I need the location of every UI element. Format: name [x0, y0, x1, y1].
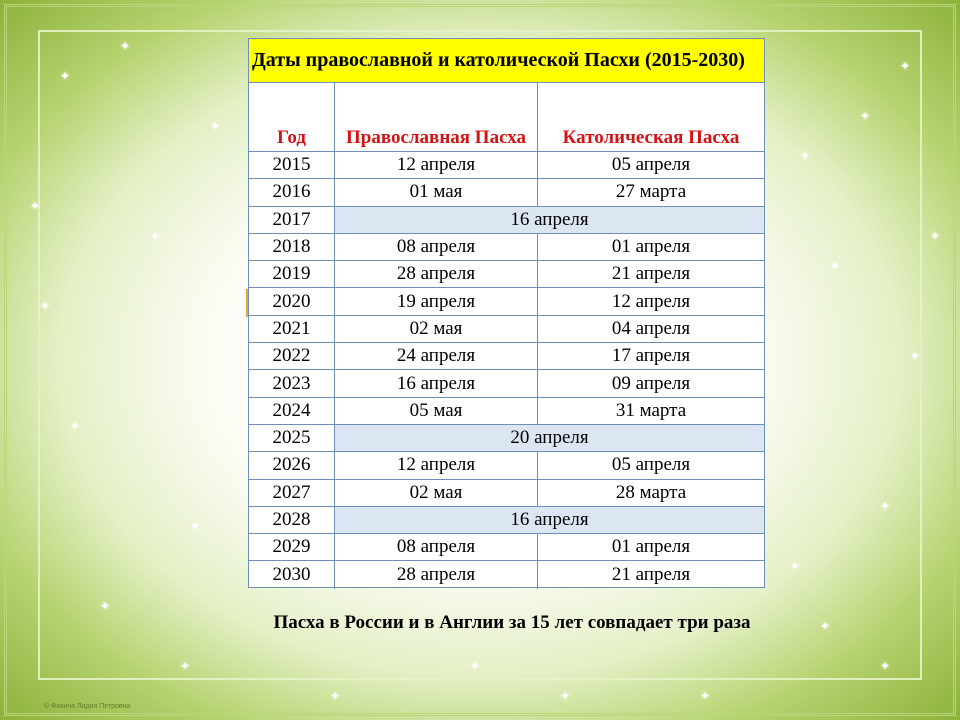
table-body — [249, 152, 764, 589]
cell-catholic-date: 21 апреля — [611, 564, 691, 586]
cell-year: 2015 — [249, 152, 335, 178]
cell-year: 2018 — [249, 234, 335, 260]
cell-catholic-date: 21 апреля — [611, 263, 691, 285]
cell-orthodox-date: 28 апреля — [335, 561, 538, 588]
easter-dates-table — [248, 38, 765, 588]
cell-orthodox-date: 28 апреля — [335, 261, 538, 287]
cell-year: 2024 — [249, 398, 335, 424]
table-row — [249, 179, 764, 206]
cell-catholic-date: 05 апреля — [611, 454, 691, 476]
sparkle-icon: ✦ — [880, 659, 891, 673]
cell-catholic-date: 17 апреля — [611, 345, 691, 367]
cell-catholic-date: 04 апреля — [611, 317, 691, 339]
table-row — [249, 480, 764, 507]
table-row — [249, 288, 764, 315]
cell-year: 2016 — [249, 179, 335, 205]
table-row — [249, 398, 764, 425]
cell-year: 2021 — [249, 316, 335, 342]
cell-year: 2017 — [249, 207, 335, 233]
sparkle-icon: ✦ — [100, 599, 111, 613]
sparkle-icon: ✦ — [70, 419, 81, 433]
sparkle-icon: ✦ — [860, 109, 871, 123]
table-header-row — [249, 83, 764, 152]
cell-year: 2025 — [249, 425, 335, 451]
cell-catholic-date: 31 марта — [615, 399, 687, 421]
cell-common-date: 16 апреля — [335, 507, 764, 533]
sparkle-icon: ✦ — [800, 149, 811, 163]
cell-year: 2028 — [249, 507, 335, 533]
sparkle-icon: ✦ — [910, 349, 921, 363]
sparkle-icon: ✦ — [470, 659, 481, 673]
cell-year: 2022 — [249, 343, 335, 369]
cell-catholic-date: 05 апреля — [611, 154, 691, 176]
table-title-bar — [249, 39, 764, 83]
cell-orthodox-date: 02 мая — [335, 480, 538, 506]
cell-orthodox-date: 12 апреля — [335, 452, 538, 478]
sparkle-icon: ✦ — [210, 119, 221, 133]
cell-orthodox-date: 12 апреля — [335, 152, 538, 178]
cell-catholic-date: 27 марта — [615, 181, 687, 203]
cell-catholic-date: 12 апреля — [611, 290, 691, 312]
sparkle-icon: ✦ — [330, 689, 341, 703]
sparkle-icon: ✦ — [560, 689, 571, 703]
cell-catholic-date: 28 марта — [615, 481, 687, 503]
cell-year: 2026 — [249, 452, 335, 478]
cell-catholic-date: 01 апреля — [611, 236, 691, 258]
sparkle-icon: ✦ — [790, 559, 801, 573]
sparkle-icon: ✦ — [180, 659, 191, 673]
cell-orthodox-date: 02 мая — [335, 316, 538, 342]
header-orthodox: Православная Пасха — [335, 83, 538, 151]
sparkle-icon: ✦ — [120, 39, 131, 53]
sparkle-icon: ✦ — [700, 689, 711, 703]
table-row — [249, 425, 764, 452]
cell-orthodox-date: 08 апреля — [335, 234, 538, 260]
cell-orthodox-date: 05 мая — [335, 398, 538, 424]
cell-common-date: 20 апреля — [335, 425, 764, 451]
sparkle-icon: ✦ — [820, 619, 831, 633]
cell-orthodox-date: 08 апреля — [335, 534, 538, 560]
table-row — [249, 152, 764, 179]
cell-year: 2019 — [249, 261, 335, 287]
caption-text: Пасха в России и в Англии за 15 лет совпадает три раза — [273, 612, 751, 633]
cell-year: 2020 — [249, 288, 335, 314]
table-row — [249, 234, 764, 261]
sparkle-icon: ✦ — [150, 229, 161, 243]
table-row — [249, 261, 764, 288]
slide-caption — [0, 612, 960, 634]
sparkle-icon: ✦ — [930, 229, 941, 243]
sparkle-icon: ✦ — [60, 69, 71, 83]
table-row — [249, 370, 764, 397]
table-row — [249, 343, 764, 370]
sparkle-icon: ✦ — [880, 499, 891, 513]
cell-orthodox-date: 16 апреля — [335, 370, 538, 396]
table-row — [249, 561, 764, 588]
cell-orthodox-date: 19 апреля — [335, 288, 538, 314]
cell-catholic-date: 01 апреля — [611, 536, 691, 558]
sparkle-icon: ✦ — [30, 199, 41, 213]
sparkle-icon: ✦ — [830, 259, 841, 273]
table-row — [249, 534, 764, 561]
table-title: Даты православной и католической Пасхи (2015-2030) — [252, 49, 745, 71]
sparkle-icon: ✦ — [900, 59, 911, 73]
header-catholic: Католическая Пасха — [562, 127, 740, 148]
cell-year: 2029 — [249, 534, 335, 560]
cell-orthodox-date: 01 мая — [335, 179, 538, 205]
sparkle-icon: ✦ — [190, 519, 201, 533]
header-year: Год — [249, 83, 335, 151]
cell-year: 2023 — [249, 370, 335, 396]
table-row — [249, 452, 764, 479]
cell-orthodox-date: 24 апреля — [335, 343, 538, 369]
table-row — [249, 207, 764, 234]
cell-year: 2027 — [249, 480, 335, 506]
cell-year: 2030 — [249, 561, 335, 588]
cell-common-date: 16 апреля — [335, 207, 764, 233]
sparkle-icon: ✦ — [40, 299, 51, 313]
copyright-note: © Фокина Лидия Петровна — [44, 703, 131, 710]
table-row — [249, 507, 764, 534]
table-row — [249, 316, 764, 343]
cell-catholic-date: 09 апреля — [611, 372, 691, 394]
